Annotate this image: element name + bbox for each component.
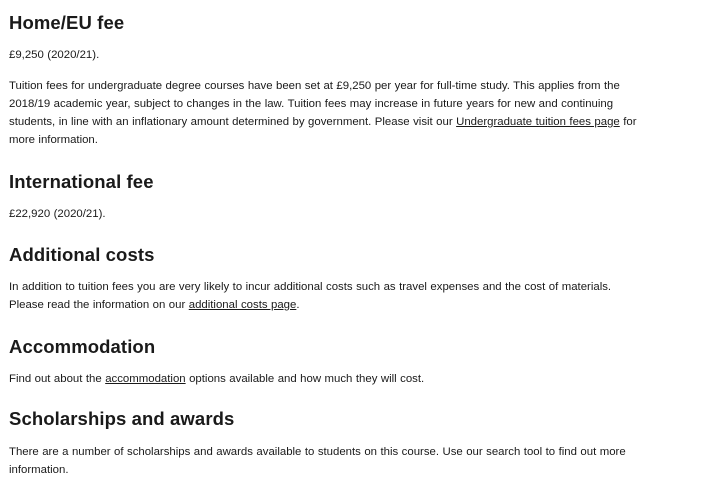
scholarships-heading: Scholarships and awards [9,408,235,429]
home-eu-fee-text-end: for more information. [9,116,637,146]
accommodation-text-end: options available and how much they will cost. [185,373,425,385]
international-fee-heading: International fee [9,171,154,192]
home-eu-fee-description [9,77,649,149]
accommodation-description [9,370,424,388]
accommodation-text: Find out about the [9,373,106,385]
scholarships-description: There are a number of scholarships and awards available to students on this course. Use our search tool to find out more information. [9,446,626,476]
additional-costs-heading: Additional costs [9,244,155,265]
home-eu-fee-amount: £9,250 (2020/21). [9,49,100,61]
accommodation-heading: Accommodation [9,336,156,357]
home-eu-fee-heading: Home/EU fee [9,12,125,33]
additional-costs-link[interactable]: additional costs page [188,299,297,311]
additional-costs-text: In addition to tuition fees you are very likely to incur additional costs such as travel expenses and the cost of materials. Please read the information on our [9,281,612,311]
international-fee-amount: £22,920 (2020/21). [9,208,106,220]
home-eu-fee-text: Tuition fees for undergraduate degree courses have been set at £9,250 per year for full-time study. This applies from the 2018/19 academic year, subject to changes in the law. Tuition fees may increase in future years for new and continuing students, in line with an inflationary amount determined by government. Please visit our [9,80,620,128]
undergraduate-tuition-fees-link[interactable]: Undergraduate tuition fees page [456,116,620,128]
accommodation-link[interactable]: accommodation [105,373,186,385]
additional-costs-description [9,278,649,314]
additional-costs-text-end: . [296,299,300,311]
